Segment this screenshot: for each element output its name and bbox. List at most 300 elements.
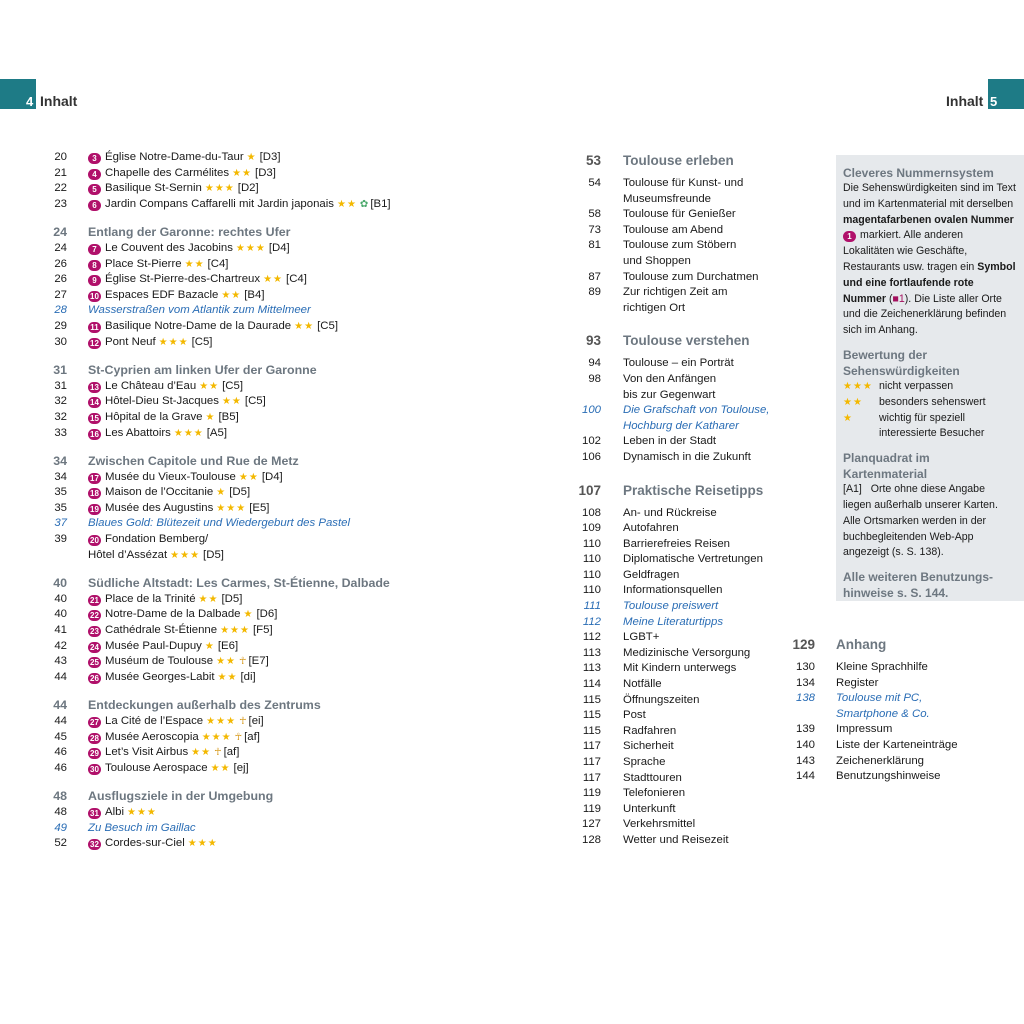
sight-number-marker-icon: 7 — [88, 244, 101, 255]
section-heading[interactable] — [575, 150, 795, 172]
map-grid-ref: [E7] — [248, 655, 269, 668]
kids-icon: ☥ — [234, 731, 243, 743]
entry-page-number: 115 — [582, 724, 601, 737]
entry-page-number: 33 — [54, 426, 67, 439]
entry-title: An- und Rückreise — [623, 506, 717, 519]
entry-page-number — [575, 301, 601, 317]
map-grid-ref: [C5] — [244, 395, 266, 408]
entry-page-number: 108 — [581, 506, 601, 519]
section-page-number: 40 — [53, 576, 67, 591]
entry-page-number: 127 — [581, 818, 601, 831]
entry-title: Medizinische Versorgung — [623, 646, 751, 659]
sight-number-marker-icon: 6 — [88, 200, 101, 211]
entry-text — [836, 676, 1020, 692]
entry-page-number: 46 — [54, 761, 67, 774]
toc-entry[interactable] — [575, 817, 795, 833]
entry-text — [88, 639, 473, 655]
toc-entry[interactable] — [575, 568, 795, 584]
entry-title: Impressum — [836, 723, 893, 736]
toc-entry[interactable] — [790, 707, 1020, 723]
entry-page-number: 20 — [54, 151, 67, 163]
entry-page-number: 40 — [54, 592, 67, 605]
section-page-number: 48 — [53, 789, 67, 804]
entry-page-number: 139 — [795, 723, 815, 736]
rating-stars-icon — [843, 426, 879, 442]
shop-symbol-icon: ■ — [892, 292, 899, 305]
toc-entry[interactable] — [790, 676, 1020, 692]
toc-entry[interactable] — [53, 241, 473, 257]
entry-title: Hôtel-Dieu St-Jacques — [105, 395, 219, 408]
entry-page-number: 113 — [582, 646, 601, 659]
entry-page-number: 143 — [795, 754, 815, 767]
section-heading[interactable] — [575, 480, 795, 502]
sidebar-numbering-text: Die Sehenswürdigkeiten sind im Text und im Kartenmaterial mit derselben magentafarbenen ovalen Nummer 1 markiert. Alle anderen Lokalitäten wie Geschäfte, Restaurants usw. tragen ein Symbol und eine fortlaufende rote Nummer (■1). Die Liste aller Orte und die Zeichenerklärung befinden sich im Anhang. — [843, 182, 1016, 337]
entry-text — [88, 197, 473, 213]
rating-stars-icon: ★★★ — [843, 380, 873, 392]
toc-entry[interactable] — [575, 739, 795, 755]
entry-text — [88, 548, 473, 564]
toc-entry[interactable] — [575, 506, 795, 522]
entry-page-number: 30 — [54, 335, 67, 348]
rating-stars-icon: ★ — [216, 487, 227, 499]
toc-entry[interactable] — [53, 410, 473, 426]
toc-entry[interactable] — [575, 270, 795, 286]
toc-entry[interactable] — [53, 288, 473, 304]
toc-entry[interactable] — [53, 654, 473, 670]
toc-entry[interactable] — [53, 426, 473, 442]
toc-entry[interactable] — [53, 548, 473, 564]
section-page-number: 24 — [53, 225, 67, 240]
rating-stars-icon: ★★ — [217, 671, 238, 683]
entry-title: und Shoppen — [623, 254, 691, 267]
entry-title: Leben in der Stadt — [623, 435, 717, 448]
section-title: Toulouse erleben — [623, 153, 734, 168]
entry-page-number: 49 — [54, 821, 67, 834]
entry-page-number: 48 — [54, 805, 67, 818]
entry-title: Musée Georges-Labit — [105, 670, 215, 683]
entry-title: Telefonieren — [623, 787, 686, 800]
sight-number-marker-icon: 21 — [88, 595, 101, 606]
sight-number-marker-icon: 12 — [88, 338, 101, 349]
toc-entry[interactable] — [575, 419, 795, 435]
entry-text — [88, 410, 473, 426]
rating-stars-icon: ★★ — [336, 198, 357, 210]
section-title: Anhang — [836, 637, 887, 652]
toc-entry[interactable] — [575, 708, 795, 724]
section-heading[interactable] — [53, 363, 473, 379]
toc-entry[interactable] — [53, 745, 473, 761]
kids-icon: ☥ — [239, 656, 247, 668]
entry-page-number: 24 — [54, 241, 67, 254]
toc-entry[interactable] — [575, 403, 795, 419]
map-grid-ref: [D5] — [229, 486, 251, 499]
sight-number-marker-icon: 27 — [88, 717, 101, 728]
section-heading[interactable] — [790, 634, 1020, 656]
toc-entry[interactable] — [575, 207, 795, 223]
rating-stars-icon: ★★ — [221, 396, 242, 408]
entry-text — [623, 739, 795, 755]
toc-entry[interactable] — [575, 356, 795, 372]
toc-entry[interactable] — [575, 372, 795, 388]
toc-entry[interactable] — [575, 552, 795, 568]
map-grid-ref: [C5] — [191, 335, 213, 348]
entry-title: richtigen Ort — [623, 301, 686, 314]
toc-entry[interactable] — [575, 192, 795, 208]
entry-title: Hôpital de la Grave — [105, 410, 203, 423]
toc-section — [53, 225, 473, 350]
entry-text — [623, 419, 795, 435]
rating-stars-icon: ★★★ — [187, 838, 218, 850]
section-heading[interactable] — [53, 225, 473, 241]
toc-entry[interactable] — [53, 761, 473, 777]
entry-page-number: 130 — [795, 661, 815, 673]
rating-stars-icon: ★★ — [294, 320, 315, 332]
sight-number-marker-icon: 15 — [88, 413, 101, 424]
entry-page-number: 21 — [54, 166, 67, 179]
toc-entry[interactable] — [53, 501, 473, 517]
rating-stars-icon: ★★★ — [235, 242, 266, 254]
toc-entry[interactable] — [53, 197, 473, 213]
entry-page-number: 73 — [588, 223, 601, 236]
toc-entry[interactable] — [575, 301, 795, 317]
entry-page-number: 58 — [588, 208, 601, 221]
sidebar-heading-numbering: Cleveres Nummernsystem — [843, 166, 994, 180]
entry-page-number: 138 — [795, 692, 815, 705]
entry-title: Mit Kindern unterwegs — [623, 662, 737, 675]
toc-entry[interactable] — [575, 599, 795, 615]
toc-entry[interactable] — [575, 802, 795, 818]
sight-number-marker-icon: 32 — [88, 839, 101, 850]
entry-title: Hôtel d’Assézat — [88, 548, 168, 561]
toc-entry[interactable] — [575, 238, 795, 254]
entry-page-number: 28 — [54, 304, 67, 317]
toc-section — [53, 698, 473, 776]
entry-page-number: 106 — [581, 450, 601, 463]
entry-title: Place St-Pierre — [105, 257, 182, 270]
sight-number-marker-icon: 18 — [88, 488, 101, 499]
sight-number-marker-icon: 8 — [88, 260, 101, 271]
toc-entry[interactable] — [575, 724, 795, 740]
toc-column-practical — [575, 150, 795, 849]
entry-text — [623, 552, 795, 568]
toc-entry[interactable] — [53, 836, 473, 852]
entry-text — [88, 181, 473, 197]
entry-page-number: 26 — [54, 257, 67, 270]
rating-legend-label: besonders sehenswert — [879, 395, 986, 408]
toc-entry[interactable] — [53, 639, 473, 655]
section-page-number: 53 — [585, 153, 601, 168]
entry-page-number: 110 — [582, 584, 601, 597]
entry-title: Le Château d’Eau — [105, 379, 197, 392]
entry-page-number: 111 — [583, 600, 601, 613]
sight-number-marker-icon: 20 — [88, 535, 101, 546]
rating-legend-label: interessierte Besucher — [879, 427, 985, 440]
entry-text — [623, 661, 795, 677]
toc-entry[interactable] — [575, 661, 795, 677]
section-title: Entlang der Garonne: rechtes Ufer — [88, 225, 291, 240]
entry-text — [623, 568, 795, 584]
entry-title: Place de la Trinité — [105, 592, 196, 605]
entry-title: Meine Literaturtipps — [623, 615, 724, 628]
toc-entry[interactable] — [790, 660, 1020, 676]
toc-entry[interactable] — [575, 176, 795, 192]
toc-entry[interactable] — [575, 388, 795, 404]
rating-stars-icon: ★★ — [221, 289, 242, 301]
toc-entry[interactable] — [575, 537, 795, 553]
toc-entry[interactable] — [575, 521, 795, 537]
toc-entry[interactable] — [53, 485, 473, 501]
entry-text — [88, 805, 473, 821]
entry-page-number: 110 — [582, 568, 601, 581]
toc-entry[interactable] — [53, 272, 473, 288]
rating-stars-icon: ★★ — [238, 471, 259, 483]
toc-section — [790, 634, 1020, 785]
section-page-number: 31 — [53, 363, 67, 378]
section-page-number: 129 — [792, 637, 815, 652]
map-grid-ref: [D3] — [255, 166, 276, 179]
toc-entry[interactable] — [790, 738, 1020, 754]
toc-entry[interactable] — [575, 583, 795, 599]
entry-page-number: 114 — [582, 678, 601, 691]
entry-page-number: 113 — [582, 662, 601, 675]
section-title: St-Cyprien am linken Ufer der Garonne — [88, 363, 317, 378]
rating-stars-icon: ★ — [205, 411, 216, 423]
entry-text — [623, 599, 795, 615]
entry-title: Autofahren — [623, 522, 679, 535]
toc-entry[interactable] — [53, 379, 473, 395]
map-grid-ref: [D5] — [221, 592, 243, 605]
toc-entry[interactable] — [575, 434, 795, 450]
entry-page-number: 117 — [582, 756, 601, 768]
sight-number-marker-icon: 31 — [88, 808, 101, 819]
rating-stars-icon: ★★ — [263, 274, 284, 286]
entry-text — [623, 356, 795, 372]
toc-entry[interactable] — [53, 714, 473, 730]
map-grid-ref: [af] — [244, 730, 260, 743]
entry-title: Liste der Karteneinträge — [836, 738, 958, 751]
sight-number-marker-icon: 29 — [88, 748, 101, 759]
sight-number-marker-icon: 17 — [88, 473, 101, 484]
section-heading[interactable] — [575, 330, 795, 352]
section-heading[interactable] — [53, 789, 473, 805]
toc-entry[interactable] — [53, 319, 473, 335]
toc-entry[interactable] — [575, 615, 795, 631]
entry-title: Zeichenerklärung — [836, 754, 925, 767]
section-heading[interactable] — [53, 576, 473, 592]
entry-page-number: 140 — [795, 738, 815, 751]
toc-entry[interactable] — [53, 623, 473, 639]
toc-entry[interactable] — [53, 607, 473, 623]
map-grid-ref: [af] — [223, 746, 240, 759]
entry-title: Le Couvent des Jacobins — [105, 241, 233, 254]
entry-title: Hochburg der Katharer — [623, 419, 739, 432]
toc-section — [575, 150, 795, 316]
entry-title: Les Abattoirs — [105, 426, 171, 439]
rating-stars-icon: ★★ — [210, 762, 231, 774]
entry-page-number: 110 — [582, 537, 601, 550]
entry-title: Toulouse für Genießer — [623, 208, 736, 221]
entry-text — [88, 654, 473, 670]
entry-text — [88, 303, 473, 319]
toc-entry[interactable] — [575, 630, 795, 646]
entry-title: Die Grafschaft von Toulouse, — [623, 404, 770, 417]
entry-text — [88, 288, 473, 304]
entry-title: Toulouse zum Stöbern — [623, 239, 737, 252]
toc-entry[interactable] — [575, 450, 795, 466]
toc-entry[interactable] — [53, 592, 473, 608]
entry-text — [88, 272, 473, 288]
entry-title: Musée Aeroscopia — [105, 730, 199, 743]
entry-title: Post — [623, 709, 646, 722]
entry-title: Informationsquellen — [623, 584, 723, 597]
entry-page-number: 115 — [582, 709, 601, 722]
toc-entry[interactable] — [575, 771, 795, 787]
rating-legend-row — [843, 395, 1016, 411]
entry-text — [88, 426, 473, 442]
toc-entry[interactable] — [53, 532, 473, 548]
toc-entry[interactable] — [53, 805, 473, 821]
entry-title: Let’s Visit Airbus — [105, 746, 189, 759]
rating-stars-icon: ★ — [204, 640, 215, 652]
entry-text — [836, 660, 1020, 676]
entry-text — [88, 730, 473, 746]
entry-page-number: 35 — [54, 486, 67, 499]
toc-section — [575, 480, 795, 849]
map-grid-ref: [C4] — [286, 273, 307, 286]
entry-page-number: 117 — [582, 740, 601, 753]
entry-text — [88, 714, 473, 730]
entry-text — [88, 379, 473, 395]
entry-title: Toulouse Aerospace — [105, 761, 208, 774]
toc-entry[interactable] — [53, 470, 473, 486]
entry-page-number: 31 — [54, 379, 67, 392]
sight-number-marker-icon: 16 — [88, 429, 101, 440]
entry-title: Musée Paul-Dupuy — [105, 639, 202, 652]
toc-entry[interactable] — [53, 821, 473, 837]
entry-title: bis zur Gegenwart — [623, 388, 716, 401]
entry-text — [623, 771, 795, 787]
toc-entry[interactable] — [575, 786, 795, 802]
entry-text — [836, 707, 1020, 723]
sidebar-heading-rating: Bewertung der Sehenswürdigkeiten — [843, 347, 960, 378]
entry-page-number: 44 — [54, 670, 67, 683]
toc-section — [53, 789, 473, 851]
entry-page-number: 110 — [582, 553, 601, 566]
map-grid-ref: [D2] — [237, 182, 259, 195]
toc-entry[interactable] — [575, 646, 795, 662]
map-grid-ref: [D3] — [259, 151, 281, 163]
entry-page-number: 32 — [54, 410, 67, 423]
entry-page-number: 26 — [54, 273, 67, 286]
toc-section — [53, 454, 473, 563]
entry-page-number: 27 — [54, 288, 67, 301]
section-heading[interactable] — [53, 698, 473, 714]
rating-legend-label: nicht verpassen — [879, 379, 954, 392]
toc-entry[interactable] — [53, 150, 473, 166]
toc-entry[interactable] — [575, 833, 795, 849]
rating-stars-icon: ★★★ — [127, 806, 157, 818]
section-title: Südliche Altstadt: Les Carmes, St-Étienne, Dalbade — [88, 576, 390, 591]
entry-page-number: 29 — [54, 319, 67, 332]
toc-entry[interactable] — [53, 516, 473, 532]
map-grid-ref: [C5] — [317, 319, 338, 332]
entry-title: Radfahren — [623, 724, 677, 737]
sight-number-marker-icon: 10 — [88, 291, 101, 302]
toc-entry[interactable] — [53, 166, 473, 182]
entry-title: Toulouse für Kunst- und — [623, 177, 744, 189]
toc-entry[interactable] — [53, 335, 473, 351]
section-heading[interactable] — [53, 454, 473, 470]
entry-text — [623, 630, 795, 646]
entry-page-number: 23 — [54, 197, 67, 210]
entry-title: Kleine Sprachhilfe — [836, 661, 928, 673]
toc-column-sights — [53, 150, 473, 852]
sight-number-marker-icon: 24 — [88, 642, 101, 653]
toc-entry[interactable] — [53, 257, 473, 273]
entry-title: Öffnungszeiten — [623, 693, 700, 706]
entry-text — [623, 583, 795, 599]
rating-stars-icon: ★★★ — [170, 549, 201, 561]
toc-entry[interactable] — [790, 691, 1020, 707]
toc-entry[interactable] — [575, 285, 795, 301]
toc-entry[interactable] — [575, 223, 795, 239]
entry-text — [623, 693, 795, 709]
entry-page-number: 37 — [54, 517, 67, 530]
rating-legend — [843, 379, 1016, 442]
map-grid-ref: [C4] — [207, 257, 229, 270]
section-title: Ausflugsziele in der Umgebung — [88, 789, 274, 804]
entry-text — [623, 615, 795, 631]
toc-entry[interactable] — [790, 754, 1020, 770]
toc-entry[interactable] — [790, 722, 1020, 738]
entry-page-number: 112 — [582, 615, 601, 628]
entry-text — [623, 724, 795, 740]
toc-entry[interactable] — [53, 394, 473, 410]
entry-title: Basilique St-Sernin — [105, 182, 202, 195]
toc-entry[interactable] — [53, 303, 473, 319]
entry-page-number: 112 — [582, 631, 601, 644]
entry-page-number: 87 — [588, 270, 601, 283]
toc-entry[interactable] — [53, 730, 473, 746]
entry-page-number: 46 — [54, 746, 67, 759]
map-grid-ref: [B4] — [244, 288, 265, 301]
map-grid-ref: [F5] — [252, 624, 273, 637]
entry-title: Notfälle — [623, 678, 662, 691]
toc-entry[interactable] — [575, 254, 795, 270]
entry-text — [623, 786, 795, 802]
toc-entry[interactable] — [790, 769, 1020, 785]
entry-title: Toulouse – ein Porträt — [623, 357, 734, 370]
rating-legend-label: wichtig für speziell — [879, 411, 965, 424]
sight-number-marker-icon: 4 — [88, 169, 101, 180]
toc-entry[interactable] — [575, 755, 795, 771]
entry-text — [623, 285, 795, 301]
entry-title: Église Notre-Dame-du-Taur — [105, 151, 244, 163]
entry-title: Cordes-sur-Ciel — [105, 837, 185, 850]
sight-number-marker-icon: 22 — [88, 610, 101, 621]
map-grid-ref: [C5] — [222, 379, 244, 392]
entry-page-number: 115 — [582, 693, 601, 706]
toc-entry[interactable] — [575, 677, 795, 693]
section-title: Praktische Reisetipps — [623, 482, 764, 498]
toc-entry[interactable] — [53, 670, 473, 686]
entry-title: Cathédrale St-Étienne — [105, 624, 218, 637]
entry-page-number: 35 — [54, 501, 67, 514]
toc-entry[interactable] — [53, 181, 473, 197]
toc-section — [53, 363, 473, 441]
entry-page-number: 42 — [54, 639, 67, 652]
toc-entry[interactable] — [575, 693, 795, 709]
